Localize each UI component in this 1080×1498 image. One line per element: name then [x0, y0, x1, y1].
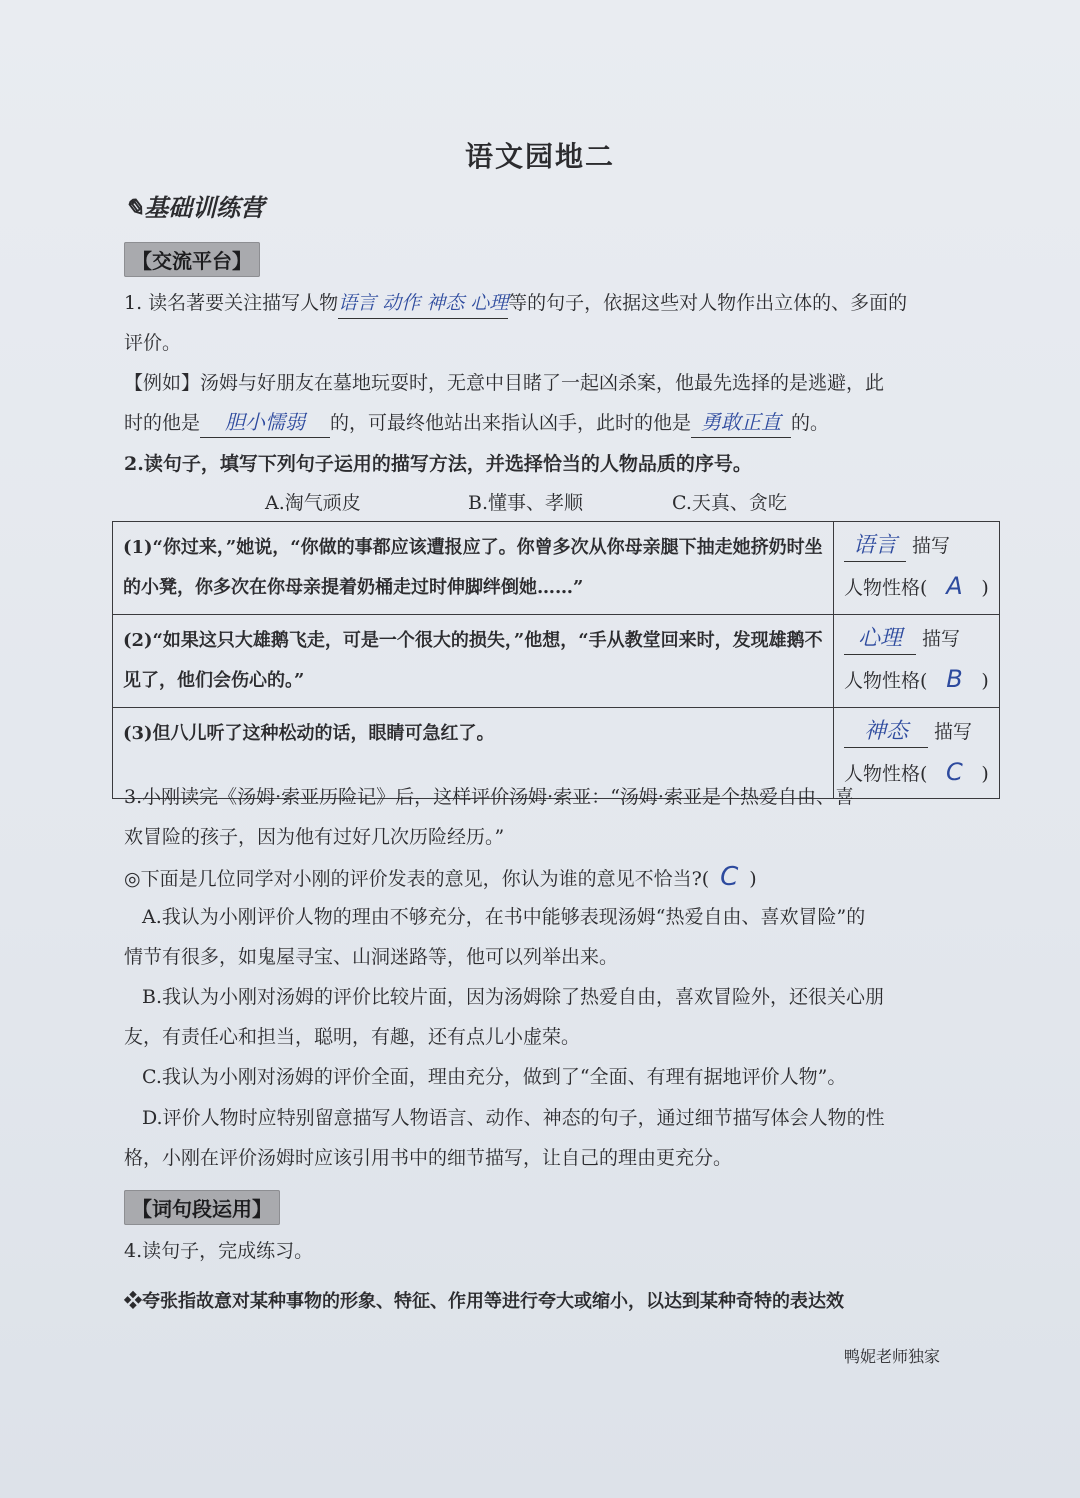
example-text-after: 的。: [791, 412, 830, 434]
method-label: 描写: [912, 535, 951, 557]
trait-label: 人物性格(: [844, 670, 928, 692]
q2-row2-sentence: (2)“如果这只大雄鹅飞走，可是一个很大的损失，”他想，“手从教堂回来时，发现雄鹅不见了，他们会伤心的。”: [113, 615, 834, 708]
q3-option-a-line1: A.我认为小刚评价人物的理由不够充分，在书中能够表现汤姆“热爱自由、喜欢冒险”的: [142, 906, 866, 928]
q2-row3-method-blank[interactable]: 神态: [844, 717, 928, 748]
close-paren: ): [981, 577, 989, 599]
tag-exchange-platform: 【交流平台】: [124, 242, 260, 277]
q1-answer-blank[interactable]: 语言 动作 神态 心理: [338, 288, 508, 319]
q2-row2-method-blank[interactable]: 心理: [844, 624, 916, 655]
q2-row2-answer-cell: [834, 615, 1000, 708]
q1-text-after: 等的句子，依据这些对人物作出立体的、多面的: [508, 292, 908, 314]
q2-option-a: A.淘气顽皮: [265, 492, 361, 514]
q2-option-c: C.天真、贪吃: [672, 492, 787, 514]
trait-label: 人物性格(: [844, 577, 928, 599]
q2-heading: 2.读句子，填写下列句子运用的描写方法，并选择恰当的人物品质的序号。: [124, 453, 752, 475]
footer-watermark: 鸭妮老师独家: [843, 1347, 940, 1366]
method-label: 描写: [922, 628, 961, 650]
q3-option-d-line1: D.评价人物时应特别留意描写人物语言、动作、神态的句子，通过细节描写体会人物的性: [142, 1107, 885, 1129]
q3-question-text: ◎下面是几位同学对小刚的评价发表的意见，你认为谁的意见不恰当?(: [124, 868, 710, 890]
q3-question: [124, 857, 757, 899]
q3-option-d-line2: 格，小刚在评价汤姆时应该引用书中的细节描写，让自己的理由更充分。: [124, 1147, 733, 1169]
q1-example-line2: [124, 403, 829, 443]
close-paren: ): [749, 868, 757, 890]
q3-line1: 3.小刚读完《汤姆·索亚历险记》后，这样评价汤姆·索亚：“汤姆·索亚是个热爱自由、喜: [124, 786, 854, 808]
close-paren: ): [981, 670, 989, 692]
q1-line1: [124, 283, 907, 323]
q3-option-b-line2: 友，有责任心和担当，聪明，有趣，还有点儿小虚荣。: [124, 1026, 581, 1048]
q2-row1-method-blank[interactable]: 语言: [844, 531, 906, 562]
example-text-mid: 的，可最终他站出来指认凶手，此时的他是: [330, 412, 692, 434]
trait-label: 人物性格(: [844, 763, 928, 785]
q2-row3-answer-cell: [834, 708, 1000, 799]
close-paren: ): [981, 763, 989, 785]
q4-heading: 4.读句子，完成练习。: [124, 1240, 314, 1262]
q3-option-a-line2: 情节有很多，如鬼屋寻宝、山洞迷路等，他可以列举出来。: [124, 946, 619, 968]
page-title: 语文园地二: [464, 140, 615, 173]
q1-example-line1: 【例如】汤姆与好朋友在墓地玩耍时，无意中目睹了一起凶杀案，他最先选择的是逃避，此: [124, 372, 885, 394]
example-answer-blank-1[interactable]: 胆小懦弱: [200, 407, 330, 438]
example-answer-blank-2[interactable]: 勇敢正直: [691, 407, 791, 438]
tag-word-sentence-use: 【词句段运用】: [124, 1190, 280, 1225]
q3-answer-blank[interactable]: C: [720, 862, 739, 892]
q2-row: [113, 615, 1000, 708]
q2-table: [112, 521, 1000, 799]
q2-row1-answer-cell: [834, 522, 1000, 615]
q4-note: ❖夸张指故意对某种事物的形象、特征、作用等进行夸大或缩小，以达到某种奇特的表达效: [124, 1291, 844, 1312]
q2-row1-trait-blank[interactable]: A: [946, 572, 963, 600]
q3-option-b-line1: B.我认为小刚对汤姆的评价比较片面，因为汤姆除了热爱自由，喜欢冒险外，还很关心朋: [142, 986, 885, 1008]
q1-line2: 评价。: [124, 332, 182, 354]
section-title: ✎基础训练营: [124, 193, 265, 222]
q2-row2-trait-blank[interactable]: B: [946, 665, 963, 693]
q2-row3-sentence: (3)但八儿听了这种松动的话，眼睛可急红了。: [113, 708, 834, 799]
q3-option-c-line1: C.我认为小刚对汤姆的评价全面，理由充分，做到了“全面、有理有据地评价人物”。: [142, 1066, 847, 1088]
q2-row1-sentence: (1)“你过来，”她说，“你做的事都应该遭报应了。你曾多次从你母亲腿下抽走她挤奶时坐的小凳，你多次在你母亲提着奶桶走过时伸脚绊倒她……”: [113, 522, 834, 615]
q1-text-before: 1. 读名著要关注描写人物: [124, 292, 339, 314]
q3-line2: 欢冒险的孩子，因为他有过好几次历险经历。”: [124, 826, 505, 848]
method-label: 描写: [934, 721, 973, 743]
q2-row3-trait-blank[interactable]: C: [946, 758, 963, 786]
q2-row: [113, 522, 1000, 615]
example-text-before: 时的他是: [124, 412, 201, 434]
q2-option-b: B.懂事、孝顺: [468, 492, 584, 514]
